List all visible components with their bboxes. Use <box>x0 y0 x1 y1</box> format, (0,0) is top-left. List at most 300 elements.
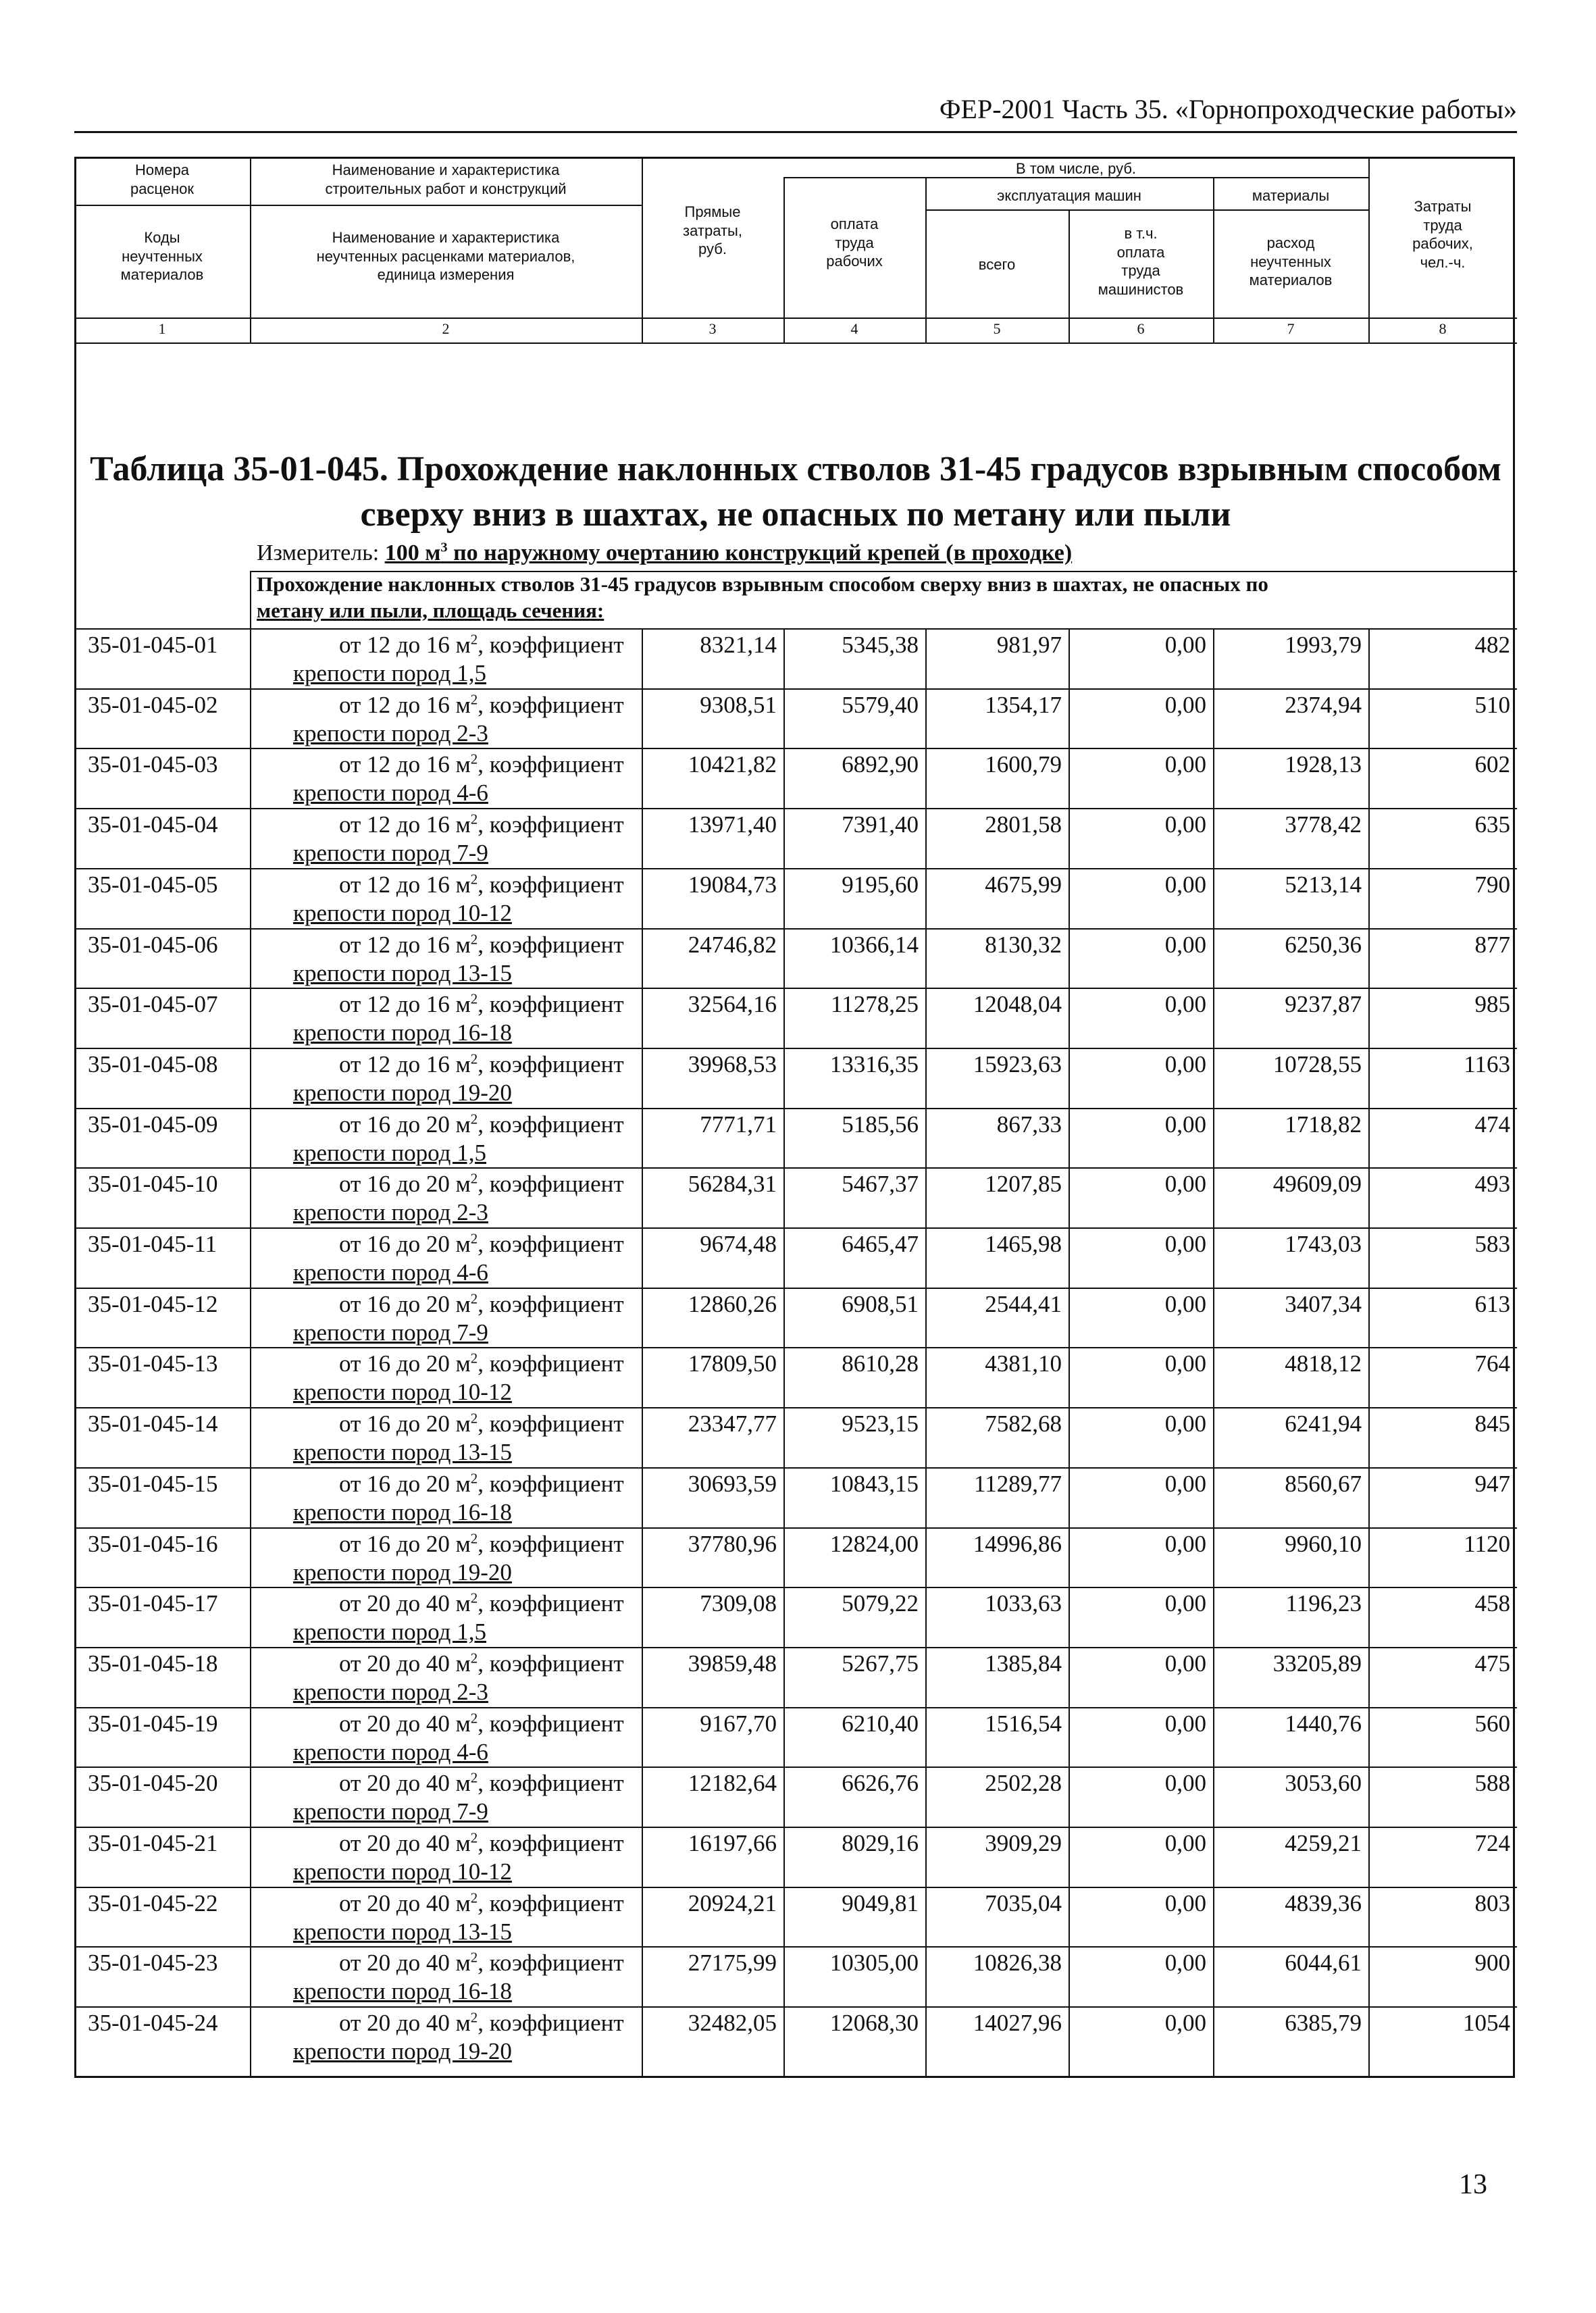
measure-sup: 3 <box>440 540 448 555</box>
work-description <box>290 1290 669 1347</box>
description-coefficient: , коэффициент <box>478 1111 624 1138</box>
row-separator <box>74 1587 1517 1588</box>
value-direct: 17809,50 <box>688 1350 777 1377</box>
value-hours: 613 <box>1474 1290 1510 1317</box>
value-hours: 458 <box>1474 1590 1510 1617</box>
value-labor: 12824,00 <box>829 1530 919 1557</box>
value-hours: 947 <box>1474 1470 1510 1497</box>
value-direct: 20924,21 <box>688 1889 777 1916</box>
rate-code: 35-01-045-02 <box>88 691 218 718</box>
rate-code: 35-01-045-19 <box>88 1710 218 1737</box>
description-hardness: крепости пород 2-3 <box>293 1678 488 1705</box>
table-row <box>74 1647 1517 1707</box>
value-mach-labor: 0,00 <box>1164 1111 1206 1138</box>
value-mach: 15923,63 <box>973 1050 1062 1077</box>
value-labor: 5267,75 <box>842 1650 919 1677</box>
description-hardness: крепости пород 7-9 <box>293 840 488 867</box>
value-mat: 6385,79 <box>1285 2010 1362 2037</box>
value-mat: 8560,67 <box>1285 1470 1362 1497</box>
value-direct: 12860,26 <box>688 1290 777 1317</box>
row-separator <box>74 1946 1517 1948</box>
value-mat: 6250,36 <box>1285 931 1362 958</box>
description-hardness: крепости пород 19-20 <box>293 1079 512 1106</box>
row-separator <box>74 1288 1517 1289</box>
description-hardness: крепости пород 7-9 <box>293 1319 488 1346</box>
rate-code: 35-01-045-17 <box>88 1590 218 1617</box>
row-separator <box>74 1048 1517 1049</box>
materials-header: материалы <box>1252 187 1330 204</box>
value-direct: 9308,51 <box>700 691 777 718</box>
col2-top-header: Наименование и характеристика строительных работ и конструкций <box>325 161 567 197</box>
description-coefficient: , коэффициент <box>478 1590 624 1617</box>
value-mat: 6241,94 <box>1285 1410 1362 1438</box>
value-mach-labor: 0,00 <box>1164 1590 1206 1617</box>
measure-line <box>257 540 1072 566</box>
work-description <box>290 751 669 807</box>
rate-code: 35-01-045-12 <box>88 1290 218 1317</box>
work-description <box>290 931 669 988</box>
table-row <box>74 688 1517 748</box>
table-row <box>74 1048 1517 1108</box>
page-number: 13 <box>1459 2169 1487 2200</box>
measure-prefix: Измеритель: <box>257 540 380 565</box>
value-hours: 474 <box>1474 1111 1510 1138</box>
value-mach-labor: 0,00 <box>1164 691 1206 718</box>
value-mach: 2544,41 <box>985 1290 1062 1317</box>
description-hardness: крепости пород 13-15 <box>293 959 512 986</box>
table-row <box>74 1347 1517 1407</box>
value-mach-labor: 0,00 <box>1164 811 1206 838</box>
value-mach: 867,33 <box>996 1111 1062 1138</box>
value-direct: 10421,82 <box>688 751 777 778</box>
value-direct: 7771,71 <box>700 1111 777 1138</box>
rate-code: 35-01-045-24 <box>88 2010 218 2037</box>
value-mach: 1207,85 <box>985 1171 1062 1198</box>
row-separator <box>74 1766 1517 1768</box>
value-mach-labor: 0,00 <box>1164 931 1206 958</box>
description-sup: 2 <box>470 1709 478 1726</box>
description-area: от 12 до 16 м <box>339 632 471 658</box>
description-coefficient: , коэффициент <box>478 1950 624 1977</box>
work-description <box>290 1889 669 1946</box>
value-hours: 985 <box>1474 991 1510 1018</box>
work-description <box>290 1590 669 1646</box>
value-labor: 8029,16 <box>842 1830 919 1856</box>
table-row <box>74 1946 1517 2006</box>
work-description <box>290 811 669 867</box>
col4-header: оплата труда рабочих <box>826 215 883 270</box>
value-mach: 1385,84 <box>985 1650 1062 1677</box>
value-labor: 12068,30 <box>829 2010 919 2037</box>
work-description <box>290 2009 669 2066</box>
description-coefficient: , коэффициент <box>478 1830 624 1856</box>
rate-code: 35-01-045-05 <box>88 871 218 898</box>
column-number: 1 <box>158 320 166 337</box>
work-description <box>290 1829 669 1886</box>
table-title-line2: сверху вниз в шахтах, не опасных по метану или пыли <box>360 494 1231 534</box>
value-mat: 33205,89 <box>1272 1650 1362 1677</box>
value-mach-labor: 0,00 <box>1164 1410 1206 1438</box>
description-coefficient: , коэффициент <box>478 691 624 718</box>
description-hardness: крепости пород 13-15 <box>293 1918 512 1945</box>
value-hours: 1120 <box>1464 1530 1510 1557</box>
row-separator <box>74 808 1517 809</box>
table-row <box>74 1467 1517 1527</box>
rate-code: 35-01-045-10 <box>88 1171 218 1198</box>
table-row <box>74 1587 1517 1647</box>
description-sup: 2 <box>470 811 478 828</box>
description-sup: 2 <box>470 1290 478 1307</box>
value-hours: 493 <box>1474 1171 1510 1198</box>
description-area: от 16 до 20 м <box>339 1171 471 1198</box>
value-direct: 12182,64 <box>688 1770 777 1797</box>
value-mach-labor: 0,00 <box>1164 1050 1206 1077</box>
value-labor: 5345,38 <box>842 632 919 658</box>
value-labor: 6626,76 <box>842 1770 919 1797</box>
work-description <box>290 631 669 688</box>
rate-code: 35-01-045-09 <box>88 1111 218 1138</box>
value-mat: 4818,12 <box>1285 1350 1362 1377</box>
row-separator <box>74 988 1517 989</box>
value-direct: 27175,99 <box>688 1950 777 1977</box>
work-description <box>290 871 669 927</box>
value-mat: 6044,61 <box>1285 1950 1362 1977</box>
description-sup: 2 <box>470 751 478 767</box>
col5-header: всего <box>978 256 1016 273</box>
value-direct: 24746,82 <box>688 931 777 958</box>
description-area: от 16 до 20 м <box>339 1111 471 1138</box>
column-number: 7 <box>1287 320 1295 337</box>
description-sup: 2 <box>470 1949 478 1966</box>
table-row <box>74 868 1517 928</box>
description-hardness: крепости пород 10-12 <box>293 1379 512 1406</box>
table-row <box>74 1108 1517 1168</box>
col1-bottom-header: Коды неучтенных материалов <box>120 229 204 283</box>
value-mach-labor: 0,00 <box>1164 1830 1206 1856</box>
value-mat: 9237,87 <box>1285 991 1362 1018</box>
value-mat: 1743,03 <box>1285 1231 1362 1257</box>
section-caption <box>257 571 1513 624</box>
description-coefficient: , коэффициент <box>478 2010 624 2037</box>
work-description <box>290 1111 669 1167</box>
value-mat: 10728,55 <box>1272 1050 1362 1077</box>
description-area: от 16 до 20 м <box>339 1410 471 1438</box>
value-labor: 6210,40 <box>842 1710 919 1737</box>
value-labor: 5467,37 <box>842 1171 919 1198</box>
value-mat: 5213,14 <box>1285 871 1362 898</box>
description-area: от 16 до 20 м <box>339 1470 471 1497</box>
value-mach: 1465,98 <box>985 1231 1062 1257</box>
value-labor: 13316,35 <box>829 1050 919 1077</box>
description-hardness: крепости пород 4-6 <box>293 780 488 807</box>
value-mat: 9960,10 <box>1285 1530 1362 1557</box>
work-description <box>290 1769 669 1826</box>
value-direct: 16197,66 <box>688 1830 777 1856</box>
value-mat: 3053,60 <box>1285 1770 1362 1797</box>
description-coefficient: , коэффициент <box>478 1530 624 1557</box>
value-mat: 2374,94 <box>1285 691 1362 718</box>
work-description <box>290 1949 669 2006</box>
description-hardness: крепости пород 4-6 <box>293 1259 488 1286</box>
column-number: 6 <box>1137 320 1145 337</box>
description-coefficient: , коэффициент <box>478 1171 624 1198</box>
value-labor: 6908,51 <box>842 1290 919 1317</box>
row-separator <box>74 928 1517 930</box>
rate-code: 35-01-045-20 <box>88 1770 218 1797</box>
row-separator <box>74 1108 1517 1109</box>
description-coefficient: , коэффициент <box>478 1050 624 1077</box>
description-area: от 20 до 40 м <box>339 1770 471 1797</box>
value-hours: 510 <box>1474 691 1510 718</box>
description-area: от 12 до 16 м <box>339 811 471 838</box>
rate-code: 35-01-045-06 <box>88 931 218 958</box>
value-hours: 790 <box>1474 871 1510 898</box>
table-title <box>74 447 1517 537</box>
value-labor: 10366,14 <box>829 931 919 958</box>
row-separator <box>74 1827 1517 1828</box>
value-labor: 9049,81 <box>842 1889 919 1916</box>
value-mach: 981,97 <box>996 632 1062 658</box>
value-labor: 5185,56 <box>842 1111 919 1138</box>
description-sup: 2 <box>470 1590 478 1606</box>
value-mach: 2801,58 <box>985 811 1062 838</box>
description-coefficient: , коэффициент <box>478 1710 624 1737</box>
description-area: от 20 до 40 м <box>339 1889 471 1916</box>
work-description <box>290 990 669 1047</box>
row-separator <box>74 1167 1517 1169</box>
description-hardness: крепости пород 2-3 <box>293 719 488 746</box>
value-labor: 9523,15 <box>842 1410 919 1438</box>
description-area: от 20 до 40 м <box>339 1650 471 1677</box>
description-sup: 2 <box>470 1410 478 1427</box>
description-coefficient: , коэффициент <box>478 751 624 778</box>
description-sup: 2 <box>470 691 478 708</box>
value-hours: 560 <box>1474 1710 1510 1737</box>
description-hardness: крепости пород 10-12 <box>293 1858 512 1885</box>
value-mat: 3407,34 <box>1285 1290 1362 1317</box>
description-area: от 20 до 40 м <box>339 2010 471 2037</box>
rate-code: 35-01-045-16 <box>88 1530 218 1557</box>
description-coefficient: , коэффициент <box>478 811 624 838</box>
value-mach-labor: 0,00 <box>1164 991 1206 1018</box>
table-row <box>74 628 1517 688</box>
table-row <box>74 1527 1517 1587</box>
description-sup: 2 <box>470 1889 478 1906</box>
measure-value: 100 м <box>384 540 441 565</box>
work-description <box>290 1050 669 1107</box>
value-hours: 845 <box>1474 1410 1510 1438</box>
rate-code: 35-01-045-08 <box>88 1050 218 1077</box>
page-header-rule <box>74 131 1517 133</box>
description-coefficient: , коэффициент <box>478 1650 624 1677</box>
value-hours: 583 <box>1474 1231 1510 1257</box>
column-number: 2 <box>442 320 450 337</box>
column-number: 5 <box>993 320 1001 337</box>
value-mach-labor: 0,00 <box>1164 632 1206 658</box>
description-sup: 2 <box>470 871 478 888</box>
description-area: от 16 до 20 м <box>339 1290 471 1317</box>
description-area: от 20 до 40 м <box>339 1710 471 1737</box>
description-sup: 2 <box>470 1110 478 1127</box>
col1-top-header: Номера расценок <box>130 161 195 197</box>
description-area: от 20 до 40 м <box>339 1950 471 1977</box>
value-direct: 9674,48 <box>700 1231 777 1257</box>
col6-header: в т.ч. оплата труда машинистов <box>1098 225 1184 298</box>
value-direct: 8321,14 <box>700 632 777 658</box>
description-hardness: крепости пород 19-20 <box>293 2038 512 2065</box>
description-sup: 2 <box>470 1050 478 1067</box>
work-description <box>290 1410 669 1467</box>
description-coefficient: , коэффициент <box>478 632 624 658</box>
value-hours: 635 <box>1474 811 1510 838</box>
value-mach: 8130,32 <box>985 931 1062 958</box>
value-hours: 602 <box>1474 751 1510 778</box>
value-mat: 1196,23 <box>1285 1590 1362 1617</box>
row-separator <box>74 1527 1517 1529</box>
rate-code: 35-01-045-04 <box>88 811 218 838</box>
value-mach-labor: 0,00 <box>1164 1530 1206 1557</box>
value-mach-labor: 0,00 <box>1164 1889 1206 1916</box>
work-description <box>290 1710 669 1766</box>
description-hardness: крепости пород 19-20 <box>293 1558 512 1585</box>
value-labor: 5079,22 <box>842 1590 919 1617</box>
description-hardness: крепости пород 16-18 <box>293 1978 512 2005</box>
rate-code: 35-01-045-18 <box>88 1650 218 1677</box>
value-labor: 7391,40 <box>842 811 919 838</box>
section-caption-line1: Прохождение наклонных стволов 31-45 градусов взрывным способом сверху вниз в шахтах, не опасных по <box>257 572 1268 596</box>
row-separator <box>74 868 1517 869</box>
table-row <box>74 1887 1517 1947</box>
value-hours: 475 <box>1474 1650 1510 1677</box>
description-sup: 2 <box>470 1769 478 1786</box>
table-title-line1: Таблица 35-01-045. Прохождение наклонных стволов 31-45 градусов взрывным способом <box>90 450 1501 488</box>
description-hardness: крепости пород 4-6 <box>293 1738 488 1765</box>
value-mach-labor: 0,00 <box>1164 1650 1206 1677</box>
value-mach-labor: 0,00 <box>1164 1350 1206 1377</box>
description-sup: 2 <box>470 2009 478 2026</box>
table-row <box>74 808 1517 868</box>
description-hardness: крепости пород 16-18 <box>293 1019 512 1046</box>
value-labor: 6465,47 <box>842 1231 919 1257</box>
column-number: 3 <box>709 320 717 337</box>
value-mat: 4259,21 <box>1285 1830 1362 1856</box>
row-separator <box>74 1407 1517 1408</box>
col8-header: Затраты труда рабочих, чел.-ч. <box>1412 198 1473 271</box>
value-labor: 6892,90 <box>842 751 919 778</box>
value-mach: 7035,04 <box>985 1889 1062 1916</box>
description-area: от 12 до 16 м <box>339 871 471 898</box>
rate-code: 35-01-045-15 <box>88 1470 218 1497</box>
value-hours: 877 <box>1474 931 1510 958</box>
value-labor: 9195,60 <box>842 871 919 898</box>
value-mach: 11289,77 <box>974 1470 1062 1497</box>
group-header: В том числе, руб. <box>1015 160 1137 177</box>
value-mat: 1440,76 <box>1285 1710 1362 1737</box>
col2-bottom-header: Наименование и характеристика неучтенных расценками материалов, единица измерения <box>316 229 575 283</box>
value-direct: 30693,59 <box>688 1470 777 1497</box>
value-mach: 12048,04 <box>973 991 1062 1018</box>
work-description <box>290 1650 669 1706</box>
table-row <box>74 2006 1517 2066</box>
table-row <box>74 748 1517 808</box>
description-hardness: крепости пород 1,5 <box>293 660 486 686</box>
value-mach: 7582,68 <box>985 1410 1062 1438</box>
value-mach: 10826,38 <box>973 1950 1062 1977</box>
description-area: от 16 до 20 м <box>339 1231 471 1257</box>
value-direct: 32482,05 <box>688 2010 777 2037</box>
value-mach: 4675,99 <box>985 871 1062 898</box>
value-mat: 4839,36 <box>1285 1889 1362 1916</box>
column-number: 8 <box>1439 320 1447 337</box>
value-direct: 7309,08 <box>700 1590 777 1617</box>
table-row <box>74 1227 1517 1288</box>
rate-code: 35-01-045-11 <box>88 1231 217 1257</box>
description-sup: 2 <box>470 1529 478 1546</box>
work-description <box>290 1470 669 1527</box>
description-area: от 12 до 16 м <box>339 991 471 1018</box>
value-mat: 3778,42 <box>1285 811 1362 838</box>
description-sup: 2 <box>470 1350 478 1367</box>
description-hardness: крепости пород 7-9 <box>293 1798 488 1825</box>
description-sup: 2 <box>470 1470 478 1487</box>
description-coefficient: , коэффициент <box>478 1410 624 1438</box>
value-mach-labor: 0,00 <box>1164 1950 1206 1977</box>
row-separator <box>74 1647 1517 1648</box>
value-mach-labor: 0,00 <box>1164 1770 1206 1797</box>
value-mach: 4381,10 <box>985 1350 1062 1377</box>
rate-code: 35-01-045-21 <box>88 1830 218 1856</box>
description-sup: 2 <box>470 1230 478 1247</box>
description-sup: 2 <box>470 990 478 1007</box>
description-coefficient: , коэффициент <box>478 1350 624 1377</box>
rate-code: 35-01-045-22 <box>88 1889 218 1916</box>
description-sup: 2 <box>470 1170 478 1187</box>
table-row <box>74 1766 1517 1827</box>
value-mach-labor: 0,00 <box>1164 1470 1206 1497</box>
row-separator <box>74 688 1517 690</box>
work-description <box>290 691 669 748</box>
value-direct: 9167,70 <box>700 1710 777 1737</box>
description-sup: 2 <box>470 631 478 648</box>
value-hours: 1054 <box>1463 2010 1510 2037</box>
description-hardness: крепости пород 1,5 <box>293 1139 486 1166</box>
work-description <box>290 1530 669 1587</box>
description-hardness: крепости пород 13-15 <box>293 1439 512 1466</box>
description-coefficient: , коэффициент <box>478 1231 624 1257</box>
value-mach-labor: 0,00 <box>1164 871 1206 898</box>
row-separator <box>74 628 1517 630</box>
row-separator <box>74 1227 1517 1229</box>
value-direct: 23347,77 <box>688 1410 777 1438</box>
value-direct: 56284,31 <box>688 1171 777 1198</box>
value-mach: 14996,86 <box>973 1530 1062 1557</box>
value-direct: 19084,73 <box>688 871 777 898</box>
row-separator <box>74 1347 1517 1348</box>
section-caption-line2: метану или пыли, площадь сечения: <box>257 598 604 622</box>
rate-code: 35-01-045-01 <box>88 632 218 658</box>
description-coefficient: , коэффициент <box>478 1889 624 1916</box>
description-hardness: крепости пород 1,5 <box>293 1619 486 1646</box>
value-hours: 588 <box>1474 1770 1510 1797</box>
table-row <box>74 1167 1517 1227</box>
description-area: от 12 до 16 м <box>339 691 471 718</box>
description-area: от 12 до 16 м <box>339 931 471 958</box>
value-mach: 2502,28 <box>985 1770 1062 1797</box>
rate-code: 35-01-045-23 <box>88 1950 218 1977</box>
description-area: от 16 до 20 м <box>339 1530 471 1557</box>
description-area: от 20 до 40 м <box>339 1590 471 1617</box>
rate-code: 35-01-045-03 <box>88 751 218 778</box>
